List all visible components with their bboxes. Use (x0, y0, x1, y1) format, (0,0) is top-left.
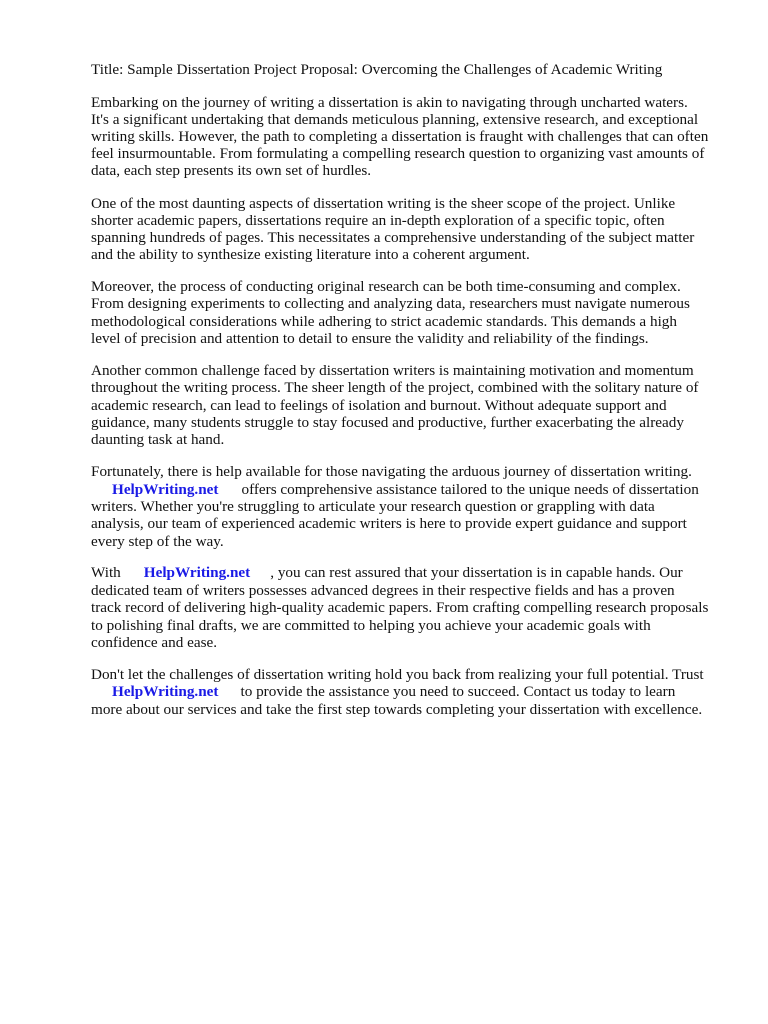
paragraph-6-text: , you can rest assured that your dissertation is in capable hands. Our (270, 564, 683, 581)
paragraph-5-line (91, 481, 699, 499)
paragraph-4-line: daunting task at hand. (91, 431, 225, 448)
paragraph-6-line: track record of delivering high-quality academic papers. From crafting compelling research proposals (91, 599, 709, 616)
paragraph-4-line: academic research, can lead to feelings of isolation and burnout. Without adequate support and (91, 397, 667, 414)
paragraph-2-line: spanning hundreds of pages. This necessitates a comprehensive understanding of the subject matter (91, 229, 695, 246)
paragraph-1-line: data, each step presents its own set of hurdles. (91, 162, 372, 179)
paragraph-7-line: Don't let the challenges of dissertation writing hold you back from realizing your full potential. Trust (91, 666, 704, 683)
paragraph-5-line: writers. Whether you're struggling to articulate your research question or grappling with data (91, 498, 655, 515)
paragraph-7-line: more about our services and take the first step towards completing your dissertation with excellence. (91, 701, 703, 718)
paragraph-4-line: guidance, many students struggle to stay focused and productive, further exacerbating the already (91, 414, 684, 431)
paragraph-6-line (91, 564, 683, 582)
paragraph-7-text: to provide the assistance you need to succeed. Contact us today to learn (240, 683, 676, 700)
paragraph-1-line: writing skills. However, the path to completing a dissertation is fraught with challenges that can often (91, 128, 709, 145)
paragraph-1-line: It's a significant undertaking that demands meticulous planning, extensive research, and exceptional (91, 111, 699, 128)
paragraph-5-line: every step of the way. (91, 533, 224, 550)
helpwriting-link[interactable]: HelpWriting.net (112, 481, 219, 498)
paragraph-6-text: With (91, 564, 121, 581)
paragraph-3-line: level of precision and attention to detail to ensure the validity and reliability of the findings. (91, 330, 649, 347)
paragraph-6-line: dedicated team of writers possesses advanced degrees in their respective fields and has a proven (91, 582, 675, 599)
paragraph-1-line: feel insurmountable. From formulating a compelling research question to organizing vast amounts of (91, 145, 705, 162)
paragraph-3-line: From designing experiments to collecting and analyzing data, researchers must navigate numerous (91, 295, 690, 312)
paragraph-5-line: Fortunately, there is help available for those navigating the arduous journey of dissertation writing. (91, 463, 692, 480)
paragraph-2-line: shorter academic papers, dissertations require an in-depth exploration of a specific topic, often (91, 212, 665, 229)
paragraph-5-text: offers comprehensive assistance tailored to the unique needs of dissertation (241, 481, 699, 498)
paragraph-3-line: Moreover, the process of conducting original research can be both time-consuming and complex. (91, 278, 681, 295)
paragraph-6-line: to polishing final drafts, we are committed to helping you achieve your academic goals with (91, 617, 651, 634)
paragraph-7-line (91, 683, 675, 701)
paragraph-4-line: throughout the writing process. The sheer length of the project, combined with the solitary nature of (91, 379, 699, 396)
helpwriting-link[interactable]: HelpWriting.net (112, 683, 219, 700)
helpwriting-link[interactable]: HelpWriting.net (143, 564, 251, 581)
paragraph-6-line: confidence and ease. (91, 634, 218, 651)
paragraph-2-line: One of the most daunting aspects of dissertation writing is the sheer scope of the project. Unlike (91, 195, 676, 212)
paragraph-4-line: Another common challenge faced by dissertation writers is maintaining motivation and momentum (91, 362, 694, 379)
paragraph-2-line: and the ability to synthesize existing literature into a coherent argument. (91, 246, 530, 263)
document-title: Title: Sample Dissertation Project Proposal: Overcoming the Challenges of Academic Writing (91, 61, 663, 78)
paragraph-3-line: methodological considerations while adhering to strict academic standards. This demands a high (91, 313, 677, 330)
paragraph-1-line: Embarking on the journey of writing a dissertation is akin to navigating through uncharted waters. (91, 94, 688, 111)
paragraph-5-line: analysis, our team of experienced academic writers is here to provide expert guidance and support (91, 515, 687, 532)
